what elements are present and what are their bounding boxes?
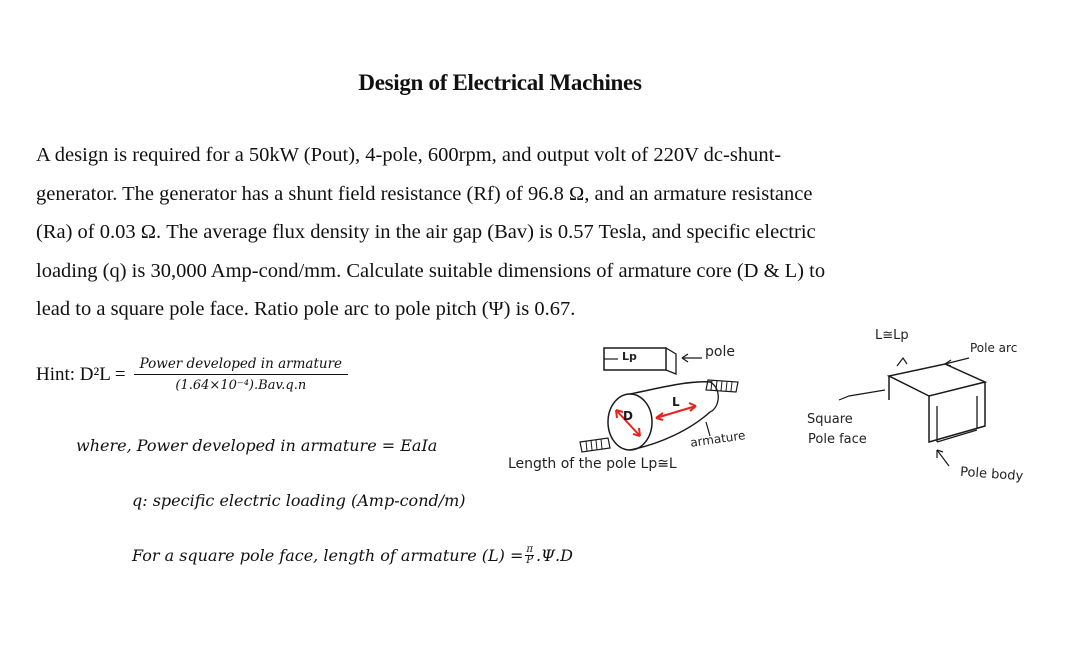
pole-body-label: Pole body [959, 464, 1024, 485]
where-definition: where, Power developed in armature = EaIa [76, 436, 438, 455]
pole-face-label: Pole face [808, 432, 867, 447]
problem-line: generator. The generator has a shunt field resistance (Rf) of 96.8 Ω, and an armature resistance [36, 182, 813, 205]
problem-statement [36, 136, 971, 329]
armature-label: armature [689, 428, 747, 450]
problem-line: (Ra) of 0.03 Ω. The average flux density in the air gap (Bav) is 0.57 Tesla, and specific electric [36, 221, 816, 243]
hint-denominator: (1.64×10⁻⁴).Bav.q.n [175, 378, 307, 393]
problem-line: lead to a square pole face. Ratio pole arc to pole pitch (Ψ) is 0.67. [36, 298, 576, 320]
pole-label: pole [705, 344, 735, 360]
length-formula-prefix: For a square pole face, length of armature (L) = [132, 546, 524, 565]
p-denominator: P [526, 555, 534, 566]
problem-line: A design is required for a 50kW (Pout), 4-pole, 600rpm, and output volt of 220V dc-shunt- [36, 144, 782, 166]
square-label: Square [807, 412, 853, 427]
q-definition: q: specific electric loading (Amp-cond/m) [132, 491, 466, 510]
problem-line: loading (q) is 30,000 Amp-cond/mm. Calculate suitable dimensions of armature core (D & L) to [36, 259, 826, 282]
lp-box-label: Lp [622, 350, 637, 363]
hint-numerator: Power developed in armature [134, 356, 348, 375]
hint-formula [36, 356, 348, 393]
pole-face-sketch [845, 330, 1065, 490]
hint-fraction [134, 356, 348, 393]
pi-numerator: π [526, 544, 533, 555]
hint-lhs: Hint: D²L = [36, 363, 126, 385]
pole-length-note: Length of the pole Lp≅L [508, 456, 677, 472]
length-formula [132, 545, 573, 566]
l-approx-lp-label: L≅Lp [875, 328, 909, 343]
length-formula-suffix: .Ψ.D [535, 546, 573, 565]
pi-over-p-fraction [525, 545, 534, 566]
l-label: L [672, 395, 680, 409]
d-label: D [623, 409, 633, 423]
pole-arc-label: Pole arc [970, 341, 1018, 355]
document-title: Design of Electrical Machines [358, 70, 642, 95]
